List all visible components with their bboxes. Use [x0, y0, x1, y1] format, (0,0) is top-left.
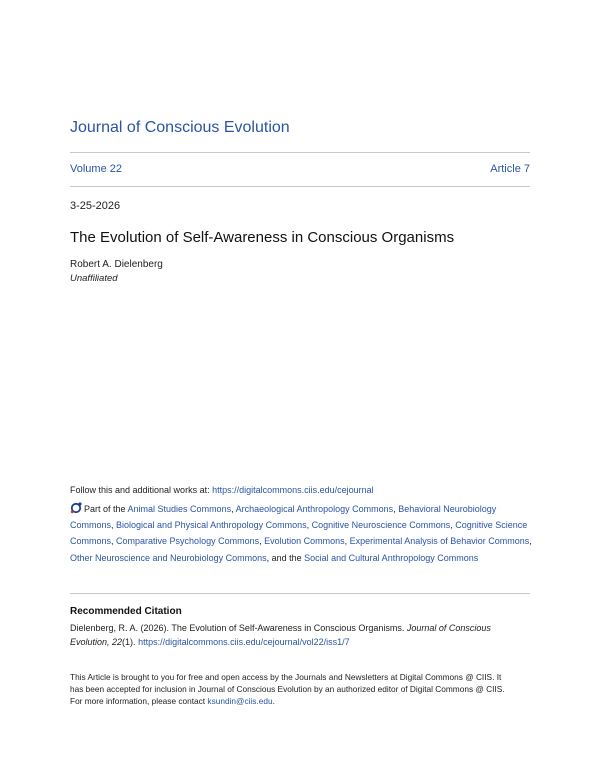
article-title: The Evolution of Self-Awareness in Conscious Organisms: [70, 229, 455, 246]
publication-date: 3-25-2026: [70, 200, 121, 212]
follow-line: [70, 485, 374, 495]
journal-title-link[interactable]: Journal of Conscious Evolution: [70, 119, 290, 136]
citation-issue: (1).: [122, 636, 139, 647]
commons-link[interactable]: Behavioral Neurobiology Commons: [70, 504, 497, 531]
author-name: Robert A. Dielenberg: [70, 259, 163, 270]
access-end: .: [272, 696, 275, 706]
commons-separator: ,: [231, 504, 236, 514]
access-statement: [70, 671, 510, 707]
author-affiliation: Unaffiliated: [70, 273, 118, 284]
part-of-label: Part of the: [84, 504, 128, 514]
commons-link[interactable]: Comparative Psychology Commons: [116, 536, 260, 547]
commons-separator: ,: [529, 536, 532, 547]
commons-separator: ,: [259, 536, 265, 547]
citation-text: Dielenberg, R. A. (2026). The Evolution of Self-Awareness in Conscious Organisms.: [70, 623, 407, 633]
divider: [70, 593, 530, 594]
citation-journal: Journal of Conscious Evolution, 22: [70, 623, 491, 647]
commons-separator: ,: [111, 536, 117, 547]
commons-separator: ,: [344, 536, 350, 547]
commons-link[interactable]: Cognitive Neuroscience Commons: [311, 520, 451, 531]
network-icon: [70, 502, 82, 514]
commons-separator: , and the: [266, 552, 305, 563]
commons-link[interactable]: Animal Studies Commons: [127, 504, 232, 514]
commons-separator: ,: [393, 504, 399, 514]
recommended-citation-heading: Recommended Citation: [70, 606, 182, 617]
commons-link[interactable]: Other Neuroscience and Neurobiology Commons: [70, 552, 267, 563]
commons-link[interactable]: Cognitive Science Commons: [70, 520, 528, 547]
commons-link[interactable]: Biological and Physical Anthropology Commons: [116, 520, 307, 531]
contact-email-link[interactable]: ksundin@ciis.edu: [207, 696, 273, 706]
commons-link[interactable]: Social and Cultural Anthropology Commons: [304, 552, 479, 563]
commons-link[interactable]: Archaeological Anthropology Commons: [235, 504, 394, 514]
follow-label: Follow this and additional works at:: [70, 485, 213, 495]
part-of-commons: [70, 501, 532, 566]
article-number-link[interactable]: Article 7: [490, 163, 530, 175]
divider: [70, 186, 530, 187]
collection-link[interactable]: https://digitalcommons.ciis.edu/cejournal: [212, 485, 374, 495]
commons-separator: ,: [111, 520, 117, 531]
citation-link[interactable]: https://digitalcommons.ciis.edu/cejournal/vol22/iss1/7: [138, 636, 350, 647]
access-text: This Article is brought to you for free and open access by the Journals and Newsletters at Digital Commons @ CIIS. It has been accepted for inclusion in Journal of Conscious Evolution by an authorized editor of Digital Commons @ CIIS. For more information, please contact: [70, 672, 505, 706]
commons-link[interactable]: Experimental Analysis of Behavior Commons: [349, 536, 530, 547]
commons-separator: ,: [306, 520, 312, 531]
commons-separator: ,: [450, 520, 456, 531]
commons-list: [70, 504, 532, 563]
volume-link[interactable]: Volume 22: [70, 163, 122, 175]
divider: [70, 152, 530, 153]
recommended-citation: [70, 622, 530, 649]
commons-link[interactable]: Evolution Commons: [264, 536, 345, 547]
